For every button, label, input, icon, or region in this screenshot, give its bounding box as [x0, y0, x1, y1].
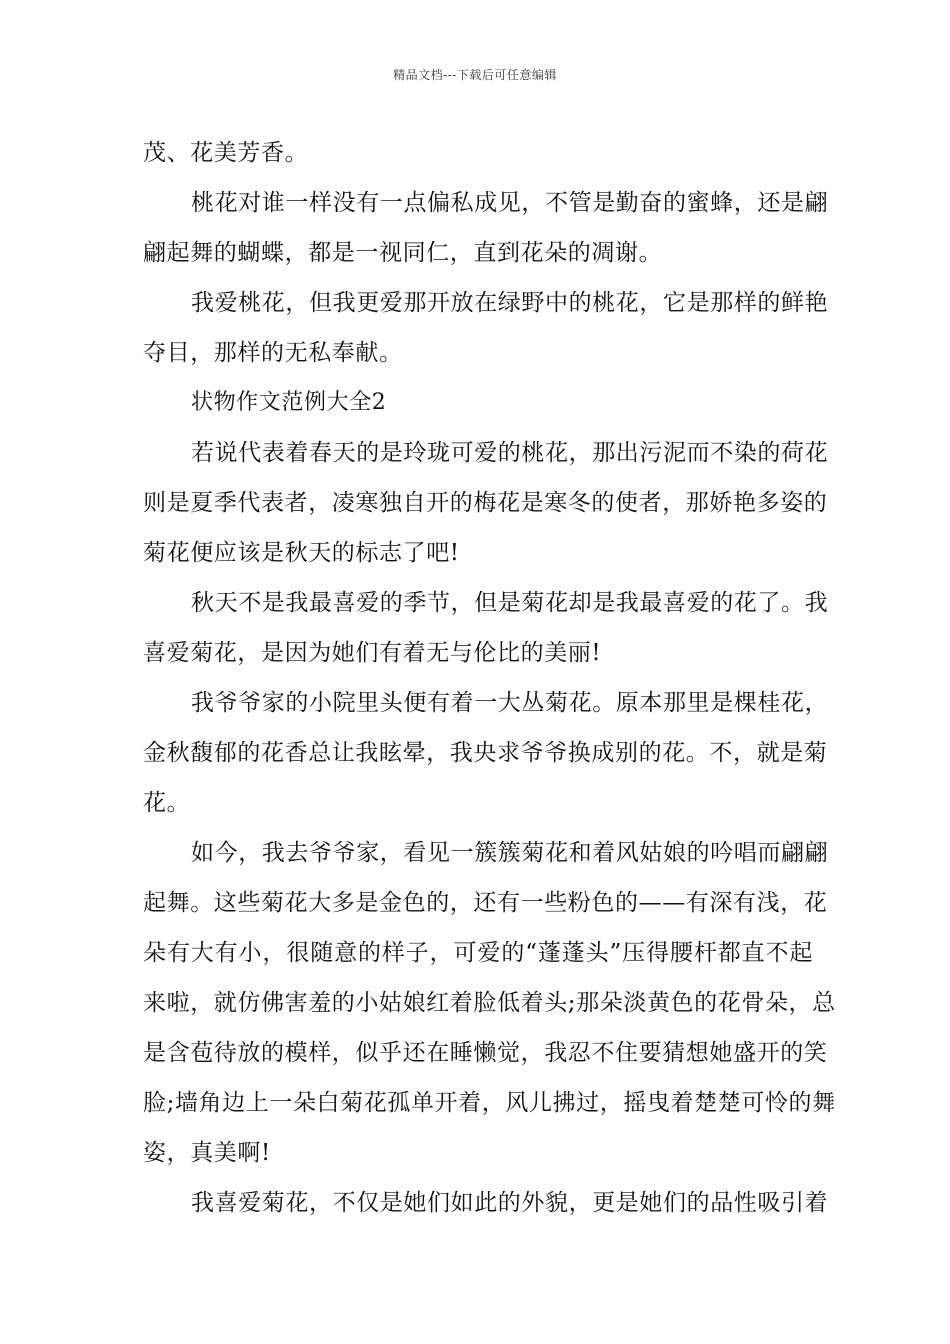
- text-line: 菊花便应该是秋天的标志了吧!: [143, 540, 460, 566]
- paragraph-line: 我爱桃花，但我更爱那开放在绿野中的桃花，它是那样的鲜艳: [191, 290, 829, 316]
- paragraph-line: 如今，我去爷爷家，看见一簇簇菊花和着风姑娘的吟唱而翩翩: [191, 840, 829, 866]
- section-heading: 状物作文范例大全2: [191, 390, 387, 415]
- text-line: 姿，真美啊!: [143, 1140, 271, 1166]
- page-header: 精品文档---下载后可任意编辑: [393, 68, 557, 82]
- paragraph-line: 若说代表着春天的是玲珑可爱的桃花，那出污泥而不染的荷花: [191, 440, 829, 466]
- text-line: 夺目，那样的无私奉献。: [143, 340, 403, 366]
- text-line: 来啦，就仿佛害羞的小姑娘红着脸低着头;那朵淡黄色的花骨朵，总: [143, 990, 836, 1016]
- text-line: 翩起舞的蝴蝶，都是一视同仁，直到花朵的凋谢。: [143, 240, 663, 266]
- text-line: 起舞。这些菊花大多是金色的，还有一些粉色的——有深有浅，花: [143, 890, 828, 916]
- text-line: 茂、花美芳香。: [143, 140, 309, 166]
- paragraph-line: 桃花对谁一样没有一点偏私成见，不管是勤奋的蜜蜂，还是翩: [191, 190, 829, 216]
- text-line: 则是夏季代表者，凌寒独自开的梅花是寒冬的使者，那娇艳多姿的: [143, 490, 828, 516]
- paragraph-line: 我喜爱菊花，不仅是她们如此的外貌，更是她们的品性吸引着: [191, 1190, 829, 1216]
- text-line: 花。: [143, 790, 191, 816]
- text-line: 朵有大有小，很随意的样子，可爱的“蓬蓬头”压得腰杆都直不起: [143, 940, 813, 966]
- text-line: 金秋馥郁的花香总让我眩晕，我央求爷爷换成别的花。不，就是菊: [143, 740, 828, 766]
- text-line: 脸;墙角边上一朵白菊花孤单开着，风儿拂过，摇曳着楚楚可怜的舞: [143, 1090, 836, 1116]
- paragraph-line: 我爷爷家的小院里头便有着一大丛菊花。原本那里是棵桂花，: [191, 690, 829, 716]
- document-body: [143, 128, 836, 1228]
- text-line: 喜爱菊花，是因为她们有着无与伦比的美丽!: [143, 640, 602, 666]
- text-line: 是含苞待放的模样，似乎还在睡懒觉，我忍不住要猜想她盛开的笑: [143, 1040, 828, 1066]
- paragraph-line: 秋天不是我最喜爱的季节，但是菊花却是我最喜爱的花了。我: [191, 590, 829, 616]
